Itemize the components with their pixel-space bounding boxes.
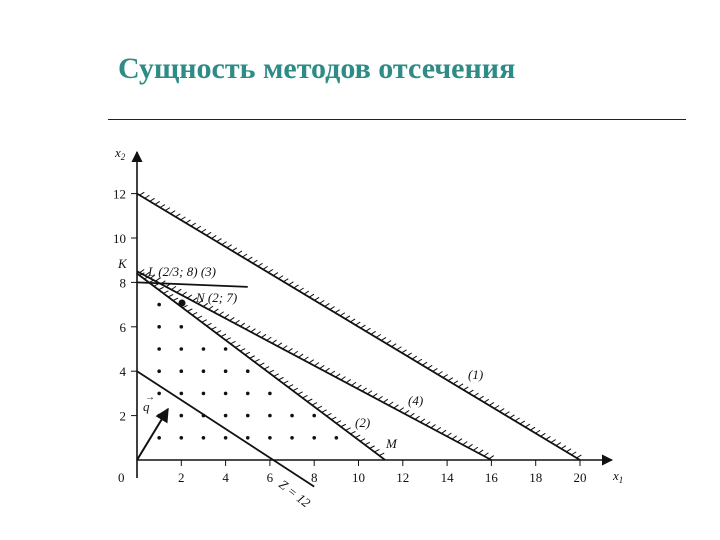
- constraint-line: [137, 274, 385, 460]
- lattice-point: [202, 369, 206, 373]
- slide-title: Сущность методов отсечения: [118, 52, 516, 85]
- constraint-lines: [137, 194, 580, 487]
- x-tick-label: 6: [266, 470, 274, 485]
- lattice-point: [157, 414, 161, 418]
- lattice-point: [157, 347, 161, 351]
- lattice-point: [290, 436, 294, 440]
- y-tick-label: 2: [119, 408, 126, 424]
- lattice-point: [312, 436, 316, 440]
- x-tick-label: 2: [178, 470, 185, 485]
- integer-lattice-points: [157, 303, 338, 440]
- lattice-point: [268, 436, 272, 440]
- lattice-point: [180, 392, 184, 396]
- lattice-point: [157, 436, 161, 440]
- lattice-point: [180, 369, 184, 373]
- vector-arrow-glyph: →: [145, 392, 155, 403]
- line-1-label: (1): [468, 367, 484, 382]
- lattice-point: [224, 347, 228, 351]
- x-tick-label: 18: [529, 470, 543, 485]
- y-tick-label: 10: [113, 231, 126, 246]
- lattice-point: [180, 436, 184, 440]
- lattice-point: [180, 414, 184, 418]
- y-tick-label: 4: [119, 364, 126, 380]
- lattice-point: [246, 436, 250, 440]
- lattice-point: [157, 392, 161, 396]
- lattice-point: [268, 392, 272, 396]
- lattice-point: [157, 303, 161, 307]
- line-2-label: (2): [355, 415, 371, 430]
- point-l-label: L (2/3; 8) (3): [148, 264, 217, 279]
- y-tick-label: 12: [113, 186, 126, 202]
- lattice-point: [246, 414, 250, 418]
- axis-ticks: [113, 187, 587, 485]
- y-tick-label: 8: [119, 275, 126, 291]
- point-n-label: N (2; 7): [196, 290, 238, 305]
- vector-q-label: q: [143, 399, 150, 414]
- y-axis-label: $x_2$: [115, 145, 126, 162]
- lattice-point: [290, 414, 294, 418]
- x-tick-label: 14: [440, 470, 454, 485]
- lattice-point: [157, 369, 161, 373]
- lattice-point: [180, 325, 184, 329]
- x-tick-label: 10: [352, 470, 365, 485]
- lattice-point: [224, 414, 228, 418]
- x-tick-label: 20: [573, 470, 587, 485]
- lattice-point: [224, 436, 228, 440]
- lattice-point: [224, 369, 228, 373]
- lattice-point: [202, 392, 206, 396]
- lattice-point: [202, 436, 206, 440]
- lattice-point: [335, 436, 339, 440]
- lattice-point: [246, 392, 250, 396]
- objective-gradient-vector: [137, 409, 168, 460]
- line-4-label: (4): [408, 393, 424, 408]
- x-tick-label: 8: [310, 470, 318, 485]
- x-tick-label: 12: [396, 470, 410, 485]
- lattice-point: [157, 325, 161, 329]
- origin-label: 0: [118, 470, 125, 485]
- point-n-marker: [179, 300, 186, 307]
- x-tick-label: 4: [222, 470, 229, 485]
- x-axis-label: $x_1$: [613, 468, 624, 485]
- lattice-point: [202, 347, 206, 351]
- lattice-point: [224, 392, 228, 396]
- lattice-point: [312, 414, 316, 418]
- x-tick-label: 16: [484, 470, 498, 485]
- point-m-label: M: [386, 436, 397, 451]
- y-tick-label: 6: [119, 319, 126, 335]
- objective-line-label: Z = 12: [276, 476, 314, 511]
- lattice-point: [268, 414, 272, 418]
- lattice-point: [180, 347, 184, 351]
- point-k-label: K: [118, 256, 127, 271]
- lattice-point: [246, 369, 250, 373]
